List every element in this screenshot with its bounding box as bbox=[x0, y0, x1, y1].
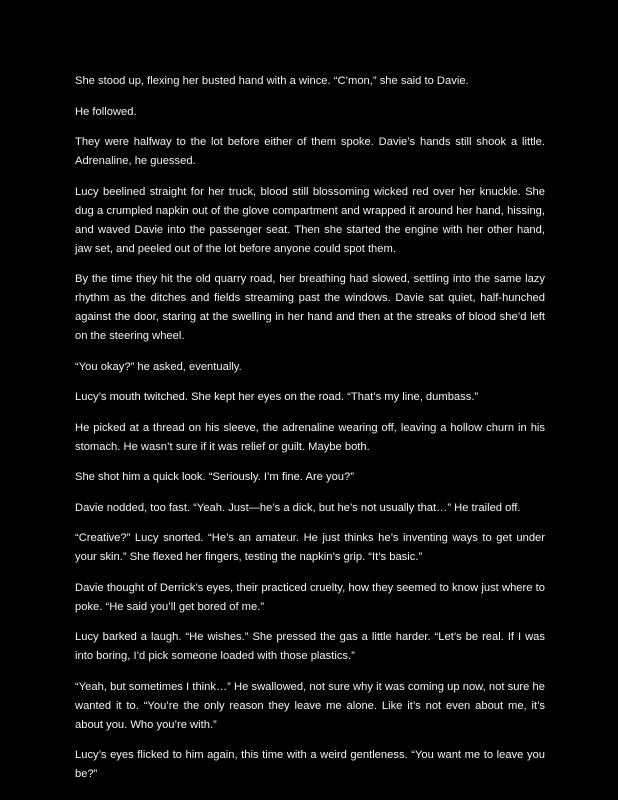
paragraph: Lucy’s mouth twitched. She kept her eyes on the road. “That’s my line, dumbass.” bbox=[75, 391, 479, 403]
paragraph: He picked at a thread on his sleeve, the adrenaline wearing off, leaving a hollow churn in his stomach. He wasn’t sure if it was relief or guilt. Maybe both. bbox=[75, 421, 545, 453]
paragraph: She stood up, flexing her busted hand with a wince. “C’mon,” she said to Davie. bbox=[75, 75, 469, 87]
paragraph: Lucy’s eyes flicked to him again, this time with a weird gentleness. “You want me to leave you be?” bbox=[75, 749, 545, 780]
paragraph: They were halfway to the lot before either of them spoke. Davie’s hands still shook a little. Adrenaline, he guessed. bbox=[75, 136, 545, 167]
paragraph: Davie thought of Derrick’s eyes, their practiced cruelty, how they seemed to know just where to poke. “He said you’ll get bored of me.” bbox=[75, 581, 545, 613]
paragraph: He followed. bbox=[75, 105, 137, 118]
paragraph: “Yeah, but sometimes I think…” He swallowed, not sure why it was coming up now, not sure he wanted it to. “You’re the only reason they leave me alone. Like it’s not even about me, it’s about you. Who you’re with.” bbox=[75, 680, 545, 731]
paragraph: She shot him a quick look. “Seriously. I’m fine. Are you?” bbox=[75, 471, 354, 483]
paragraph: Lucy beelined straight for her truck, blood still blossoming wicked red over her knuckle. She dug a crumpled napkin out of the glove compartment and wrapped it around her hand, hissing, and waved Davie into the passenger seat. Then she started the engine with her other hand, jaw set, and peeled out of the lot before anyone could spot them. bbox=[75, 185, 545, 255]
body-text bbox=[75, 72, 545, 796]
paragraph: By the time they hit the old quarry road, her breathing had slowed, settling into the same lazy rhythm as the ditches and fields streaming past the windows. Davie sat quiet, half-hunched against the door, staring at the swelling in her hand and then at the streaks of blood she’d left on the steering wheel. bbox=[75, 273, 545, 342]
paragraph: “You okay?” he asked, eventually. bbox=[75, 360, 242, 373]
paragraph: “Creative?” Lucy snorted. “He’s an amateur. He just thinks he’s inventing ways to get under your skin.” She flexed her fingers, testing the napkin’s grip. “It’s basic.” bbox=[75, 532, 545, 563]
paragraph: Lucy barked a laugh. “He wishes.” She pressed the gas a little harder. “Let’s be real. If I was into boring, I’d pick someone loaded with those plastics.” bbox=[75, 631, 545, 662]
paragraph: Davie nodded, too fast. “Yeah. Just—he’s a dick, but he’s not usually that…” He trailed off. bbox=[75, 501, 521, 514]
